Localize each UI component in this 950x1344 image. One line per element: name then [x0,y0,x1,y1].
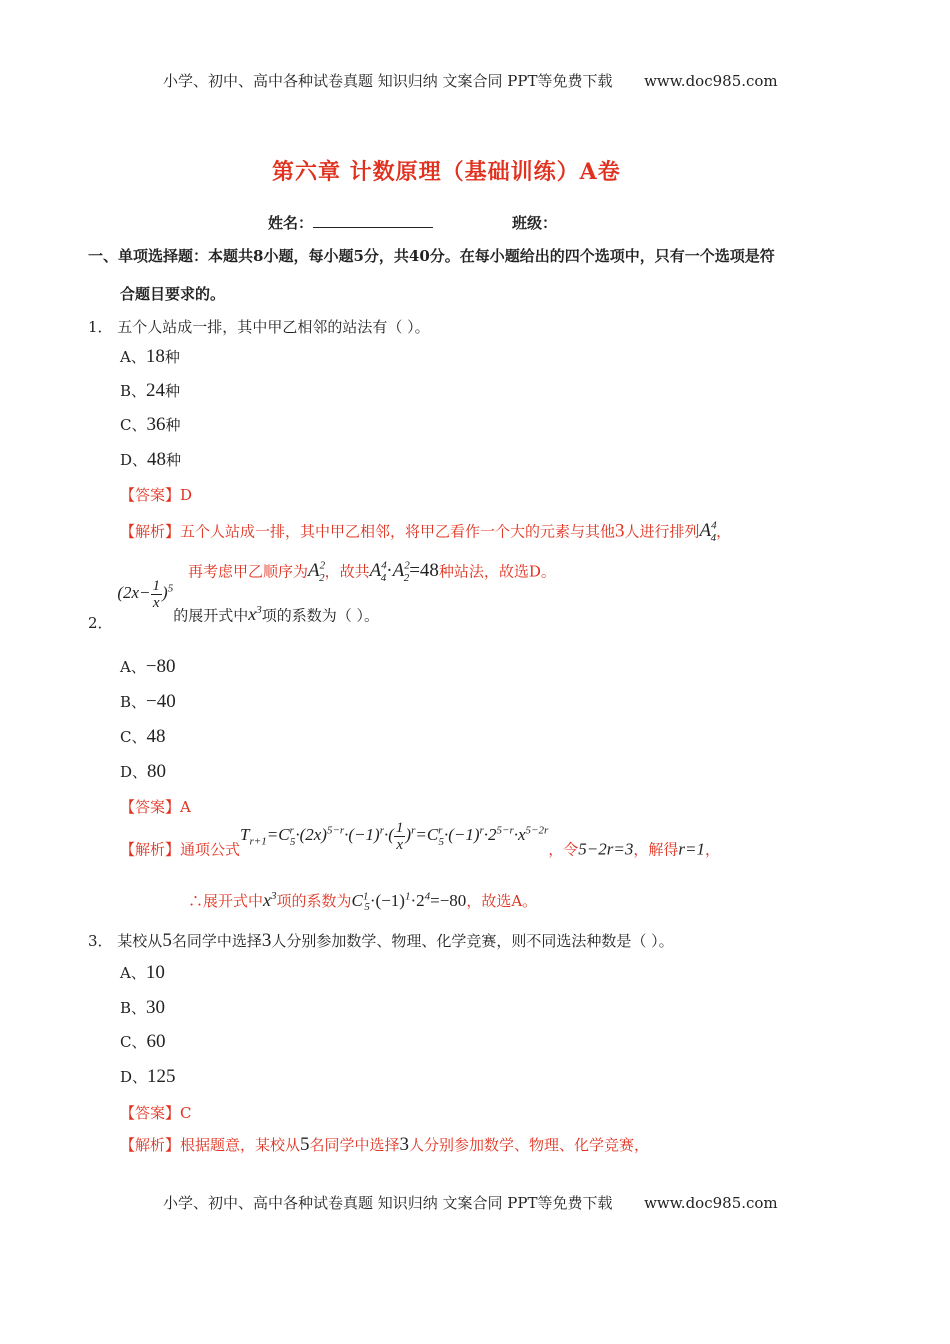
name-label: 姓名： [268,214,314,232]
question-2-explanation-line1: 【解析】通项公式$T_{r+1}=C^r_5\cdot(2x)^{5-r}\cdot(-1)^r\cdot$( $\frac{1}{x}$ )$^r=C^r_5\cdot(-1)^r\cdot 2^{5-r}\cdot x^{5-2r}$，令5−2r=3，解得r=1， [120,820,720,859]
name-field[interactable] [268,212,433,233]
question-2-option-c: C、48 [120,726,166,747]
footer-right-link[interactable]: www.doc985.com [644,1194,778,1212]
page-footer [163,1192,778,1213]
question-1-option-c: C、36种 [120,414,181,435]
question-3-answer: 【答案】C [120,1104,192,1122]
question-1-explanation-line1: 【解析】五个人站成一排，其中甲乙相邻，将甲乙看作一个大的元素与其他3人进行排列$A^4_4$， [120,520,732,545]
header-left-text: 小学、初中、高中各种试卷真题 知识归纳 文案合同 PPT等免费下载 [163,72,613,90]
question-3-explanation-line1: 【解析】根据题意，某校从5名同学中选择3人分别参加数学、物理、化学竞赛， [120,1134,650,1155]
question-1-option-b: B、24种 [120,380,181,401]
header-right-link[interactable]: www.doc985.com [644,72,778,90]
question-3-option-a: A、10 [120,962,165,983]
page-title: 第六章 计数原理（基础训练）A卷 [272,159,621,185]
question-2-stem: 2． (2x− $\frac{1}{x}$ )$^5$的展开式中$x^3$项的系数为（ ）。 [88,578,379,632]
class-label: 班级： [512,214,558,232]
name-blank[interactable] [313,213,433,228]
question-3-option-d: D、125 [120,1066,176,1087]
question-2-option-a: A、−80 [120,656,176,677]
question-1-option-d: D、48种 [120,449,182,470]
question-3-option-c: C、60 [120,1031,166,1052]
page-header [163,70,778,91]
question-2-option-d: D、80 [120,761,167,782]
section-heading-line2: 合题目要求的。 [120,285,226,303]
question-1-option-a: A、18种 [120,346,180,367]
question-1-explanation-line2: 再考虑甲乙顺序为$A^2_2$，故共$A^4_4\cdot A^2_2=48$种站法，故选D。 [188,560,556,585]
section-heading-line1: 一、单项选择题：本题共8小题，每小题5分，共40分。在每小题给出的四个选项中，只有一个选项是符 [88,247,775,265]
question-2-answer: 【答案】A [120,798,191,816]
question-3-option-b: B、30 [120,997,166,1018]
question-1-answer: 【答案】D [120,486,193,504]
question-3-stem: 3． 某校从5名同学中选择3人分别参加数学、物理、化学竞赛，则不同选法种数是（ ）。 [88,930,674,951]
question-1-stem: 1． 五个人站成一排，其中甲乙相邻的站法有（ ）。 [88,318,430,336]
question-2-explanation-line2: ∴展开式中$x^3$项的系数为$C^1_5\cdot(-1)^1\cdot 2^4=-80$，故选A。 [188,890,538,914]
footer-left-text: 小学、初中、高中各种试卷真题 知识归纳 文案合同 PPT等免费下载 [163,1194,613,1212]
question-2-option-b: B、−40 [120,691,176,712]
